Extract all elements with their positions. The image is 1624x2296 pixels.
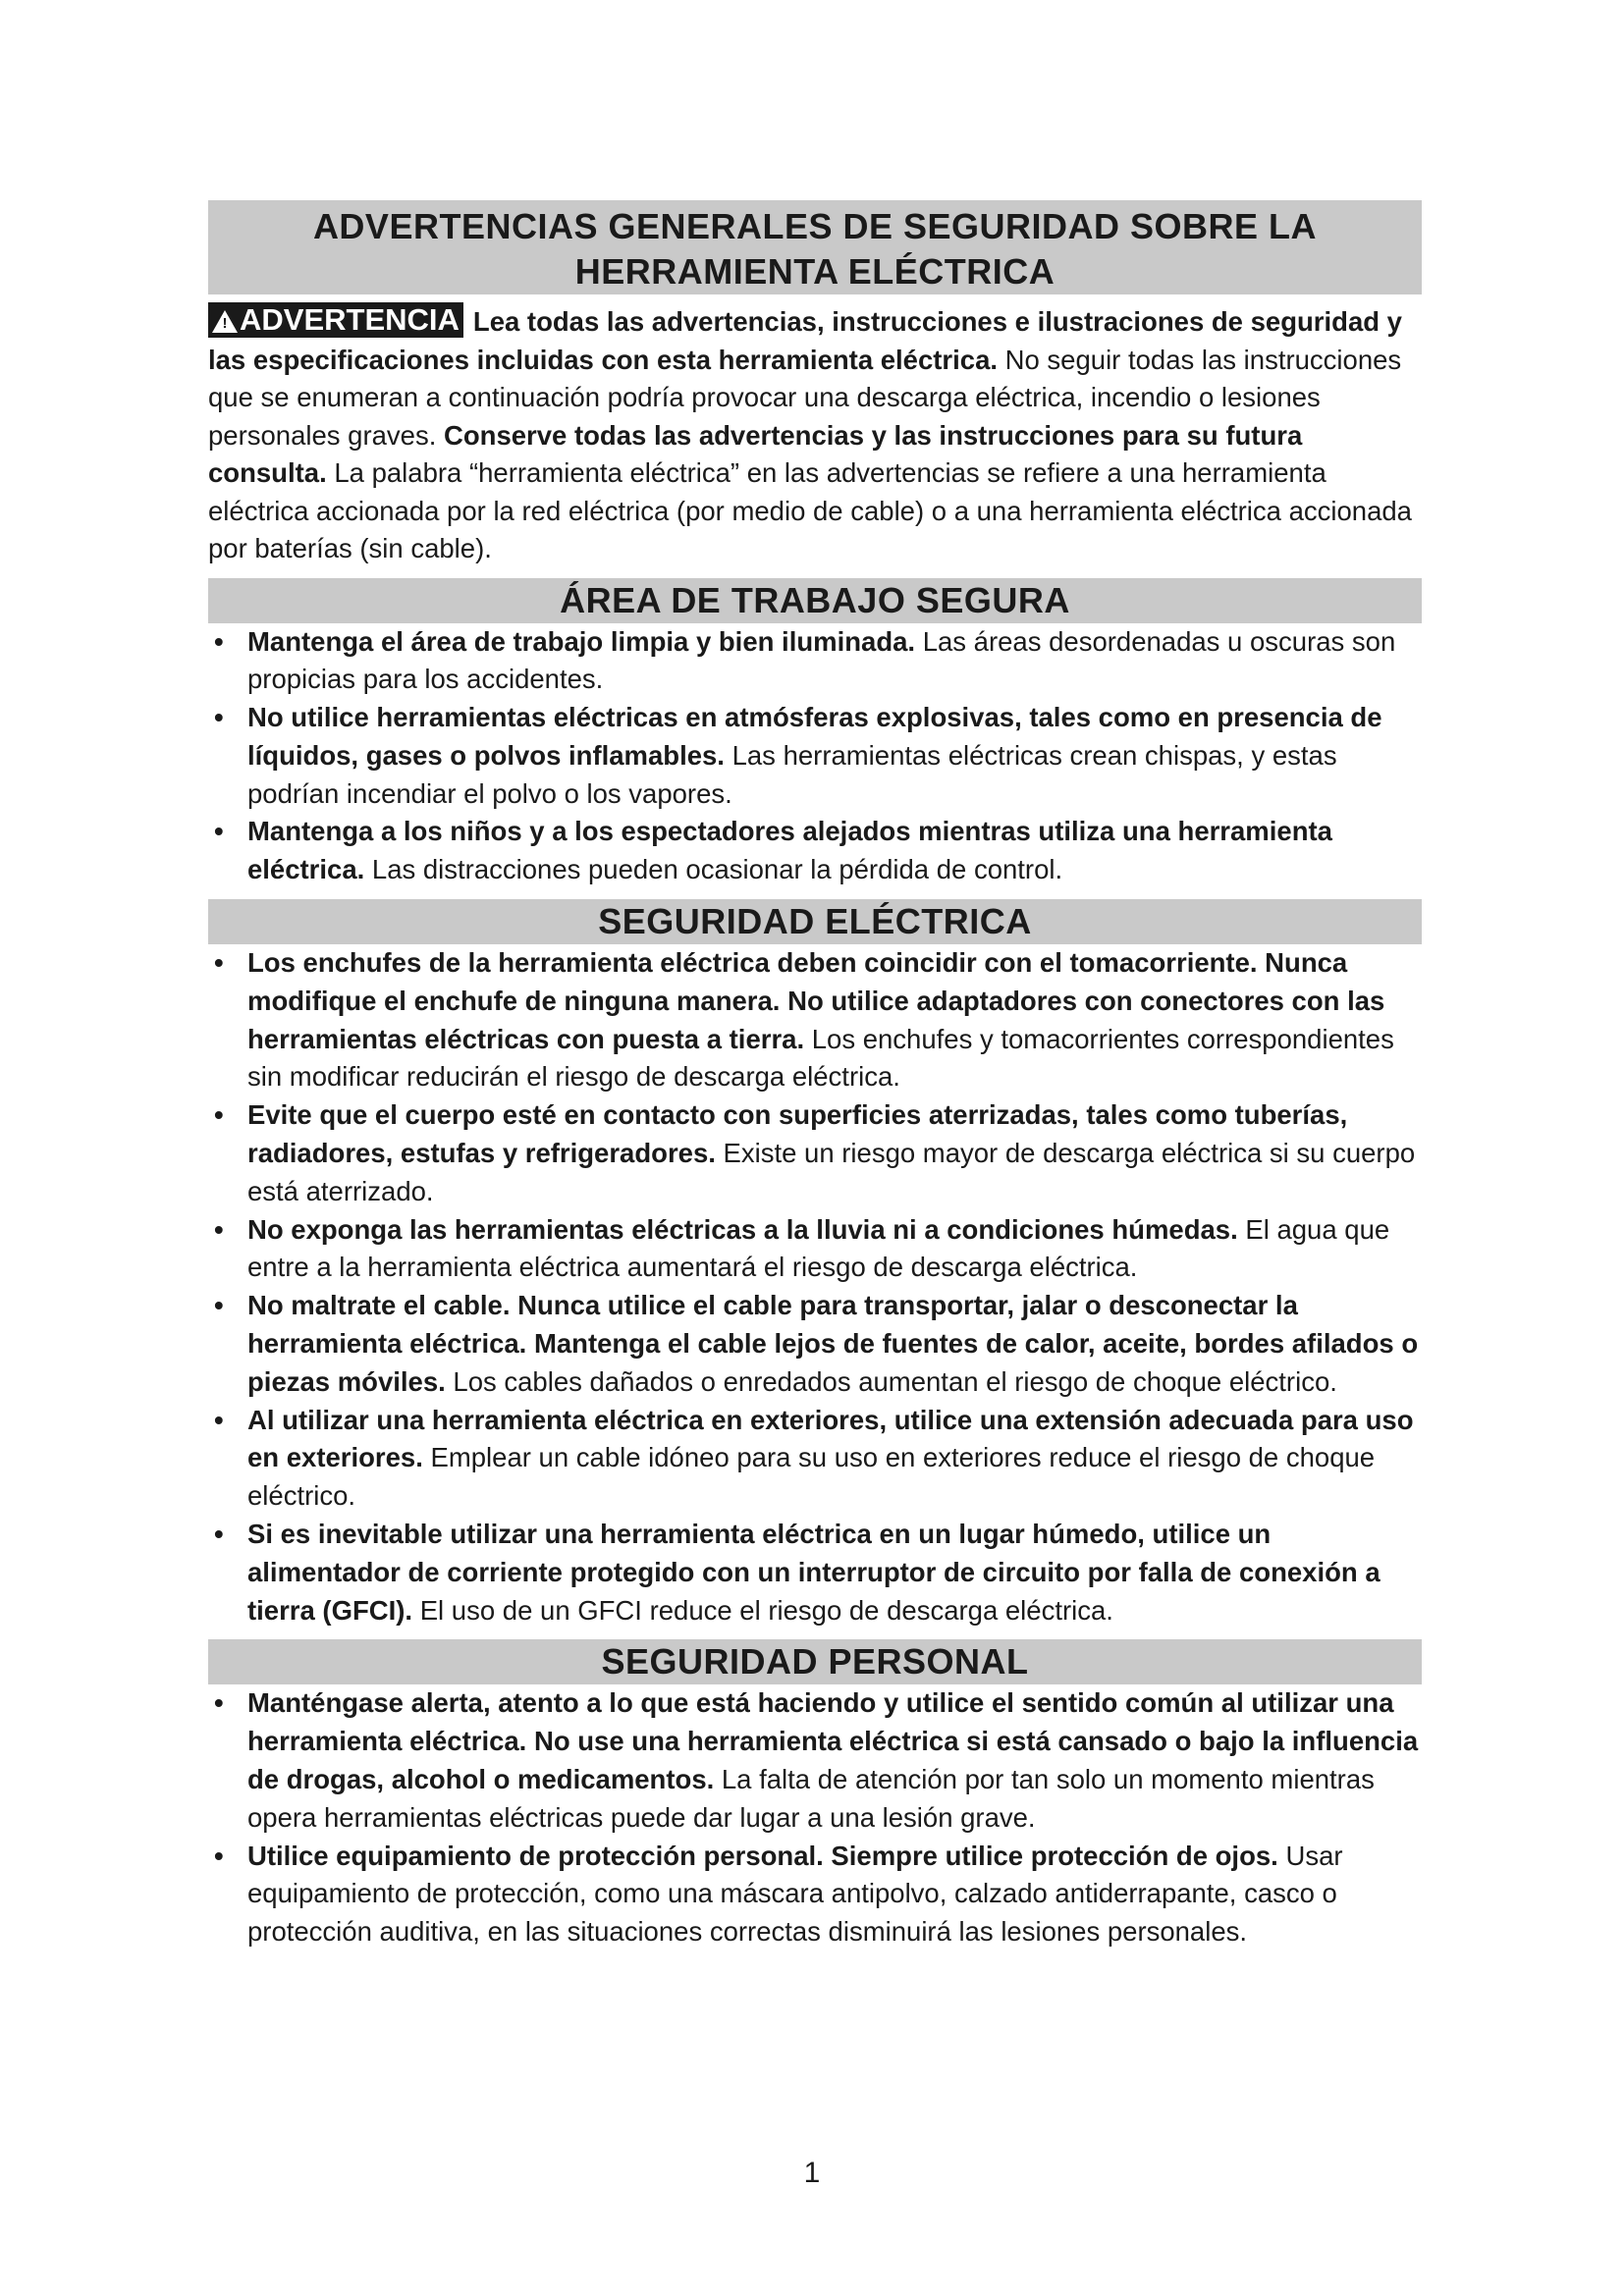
main-title <box>208 200 1422 294</box>
list-item: • Si es inevitable utilizar una herramienta eléctrica en un lugar húmedo, utilice un alimentador de corriente protegido con un interruptor de circuito por falla de conexión a tierra (GFCI). El uso de un GFCI reduce el riesgo de descarga eléctrica. <box>214 1519 1380 1626</box>
section-title-seguridad-electrica: SEGURIDAD ELÉCTRICA <box>208 899 1422 944</box>
warning-bold-2: Conserve todas las advertencias y las instrucciones para su futura consulta. <box>208 419 1303 488</box>
list-item: • Manténgase alerta, atento a lo que está haciendo y utilice el sentido común al utilizar una herramienta eléctrica. No use una herramienta eléctrica si está cansado o bajo la influencia de drogas, alcohol o medicamentos. La falta de atención por tan solo un momento mientras opera herramientas eléctricas puede dar lugar a una lesión grave. <box>214 1687 1419 1833</box>
section-list-area-trabajo <box>208 623 1422 890</box>
warning-text-1: No seguir todas las instrucciones que se enumeran a continuación podría provocar una descarga eléctrica, incendio o lesiones personales graves. <box>208 344 1402 451</box>
list-item: • No maltrate el cable. Nunca utilice el cable para transportar, jalar o desconectar la herramienta eléctrica. Mantenga el cable lejos de fuentes de calor, aceite, bordes afilados o piezas móviles. Los cables dañados o enredados aumentan el riesgo de choque eléctrico. <box>214 1290 1419 1397</box>
list-item: • Los enchufes de la herramienta eléctrica deben coincidir con el tomacorriente. Nunca modifique el enchufe de ninguna manera. No utilice adaptadores con conectores con las herramientas eléctricas con puesta a tierra. Los enchufes y tomacorrientes correspondientes sin modificar reducirán el riesgo de descarga eléctrica. <box>214 947 1394 1093</box>
list-item: • Evite que el cuerpo esté en contacto con superficies aterrizadas, tales como tuberías, radiadores, estufas y refrigeradores. Existe un riesgo mayor de descarga eléctrica si su cuerpo está aterrizado. <box>214 1099 1416 1206</box>
list-item: • Al utilizar una herramienta eléctrica en exteriores, utilice una extensión adecuada para uso en exteriores. Emplear un cable idóneo para su uso en exteriores reduce el riesgo de choque eléctrico. <box>214 1404 1414 1512</box>
page-number: 1 <box>803 2157 821 2189</box>
warning-text-2: La palabra “herramienta eléctrica” en las advertencias se refiere a una herramienta eléctrica accionada por la red eléctrica (por medio de cable) o a una herramienta eléctrica accionada por baterías (sin cable). <box>208 457 1412 563</box>
section-list-seguridad-electrica <box>208 944 1422 1629</box>
warning-bold-1: Lea todas las advertencias, instrucciones e ilustraciones de seguridad y las especificaciones incluidas con esta herramienta eléctrica. <box>208 306 1402 375</box>
main-title-line1: ADVERTENCIAS GENERALES DE SEGURIDAD SOBRE LA <box>312 206 1318 246</box>
main-title-line2: HERRAMIENTA ELÉCTRICA <box>574 251 1056 292</box>
warning-badge: ! ADVERTENCIA <box>208 302 463 338</box>
document-page <box>208 200 1422 1951</box>
section-title-seguridad-personal: SEGURIDAD PERSONAL <box>208 1639 1422 1684</box>
list-item: • No exponga las herramientas eléctricas a la lluvia ni a condiciones húmedas. El agua que entre a la herramienta eléctrica aumentará el riesgo de descarga eléctrica. <box>214 1213 1390 1283</box>
list-item: • Mantenga a los niños y a los espectadores alejados mientras utiliza una herramienta eléctrica. Las distracciones pueden ocasionar la pérdida de control. <box>214 816 1332 885</box>
warning-paragraph <box>208 302 1422 568</box>
warning-triangle-icon: ! <box>212 310 238 333</box>
list-item: • Utilice equipamiento de protección personal. Siempre utilice protección de ojos. Usar equipamiento de protección, como una máscara antipolvo, calzado antiderrapante, casco o protección auditiva, en las situaciones correctas disminuirá las lesiones personales. <box>214 1840 1343 1948</box>
list-item: • No utilice herramientas eléctricas en atmósferas explosivas, tales como en presencia de líquidos, gases o polvos inflamables. Las herramientas eléctricas crean chispas, y estas podrían incendiar el polvo o los vapores. <box>214 702 1382 809</box>
list-item: • Mantenga el área de trabajo limpia y bien iluminada. Las áreas desordenadas u oscuras son propicias para los accidentes. <box>214 625 1396 695</box>
section-list-seguridad-personal <box>208 1684 1422 1951</box>
section-title-area-trabajo: ÁREA DE TRABAJO SEGURA <box>208 578 1422 623</box>
